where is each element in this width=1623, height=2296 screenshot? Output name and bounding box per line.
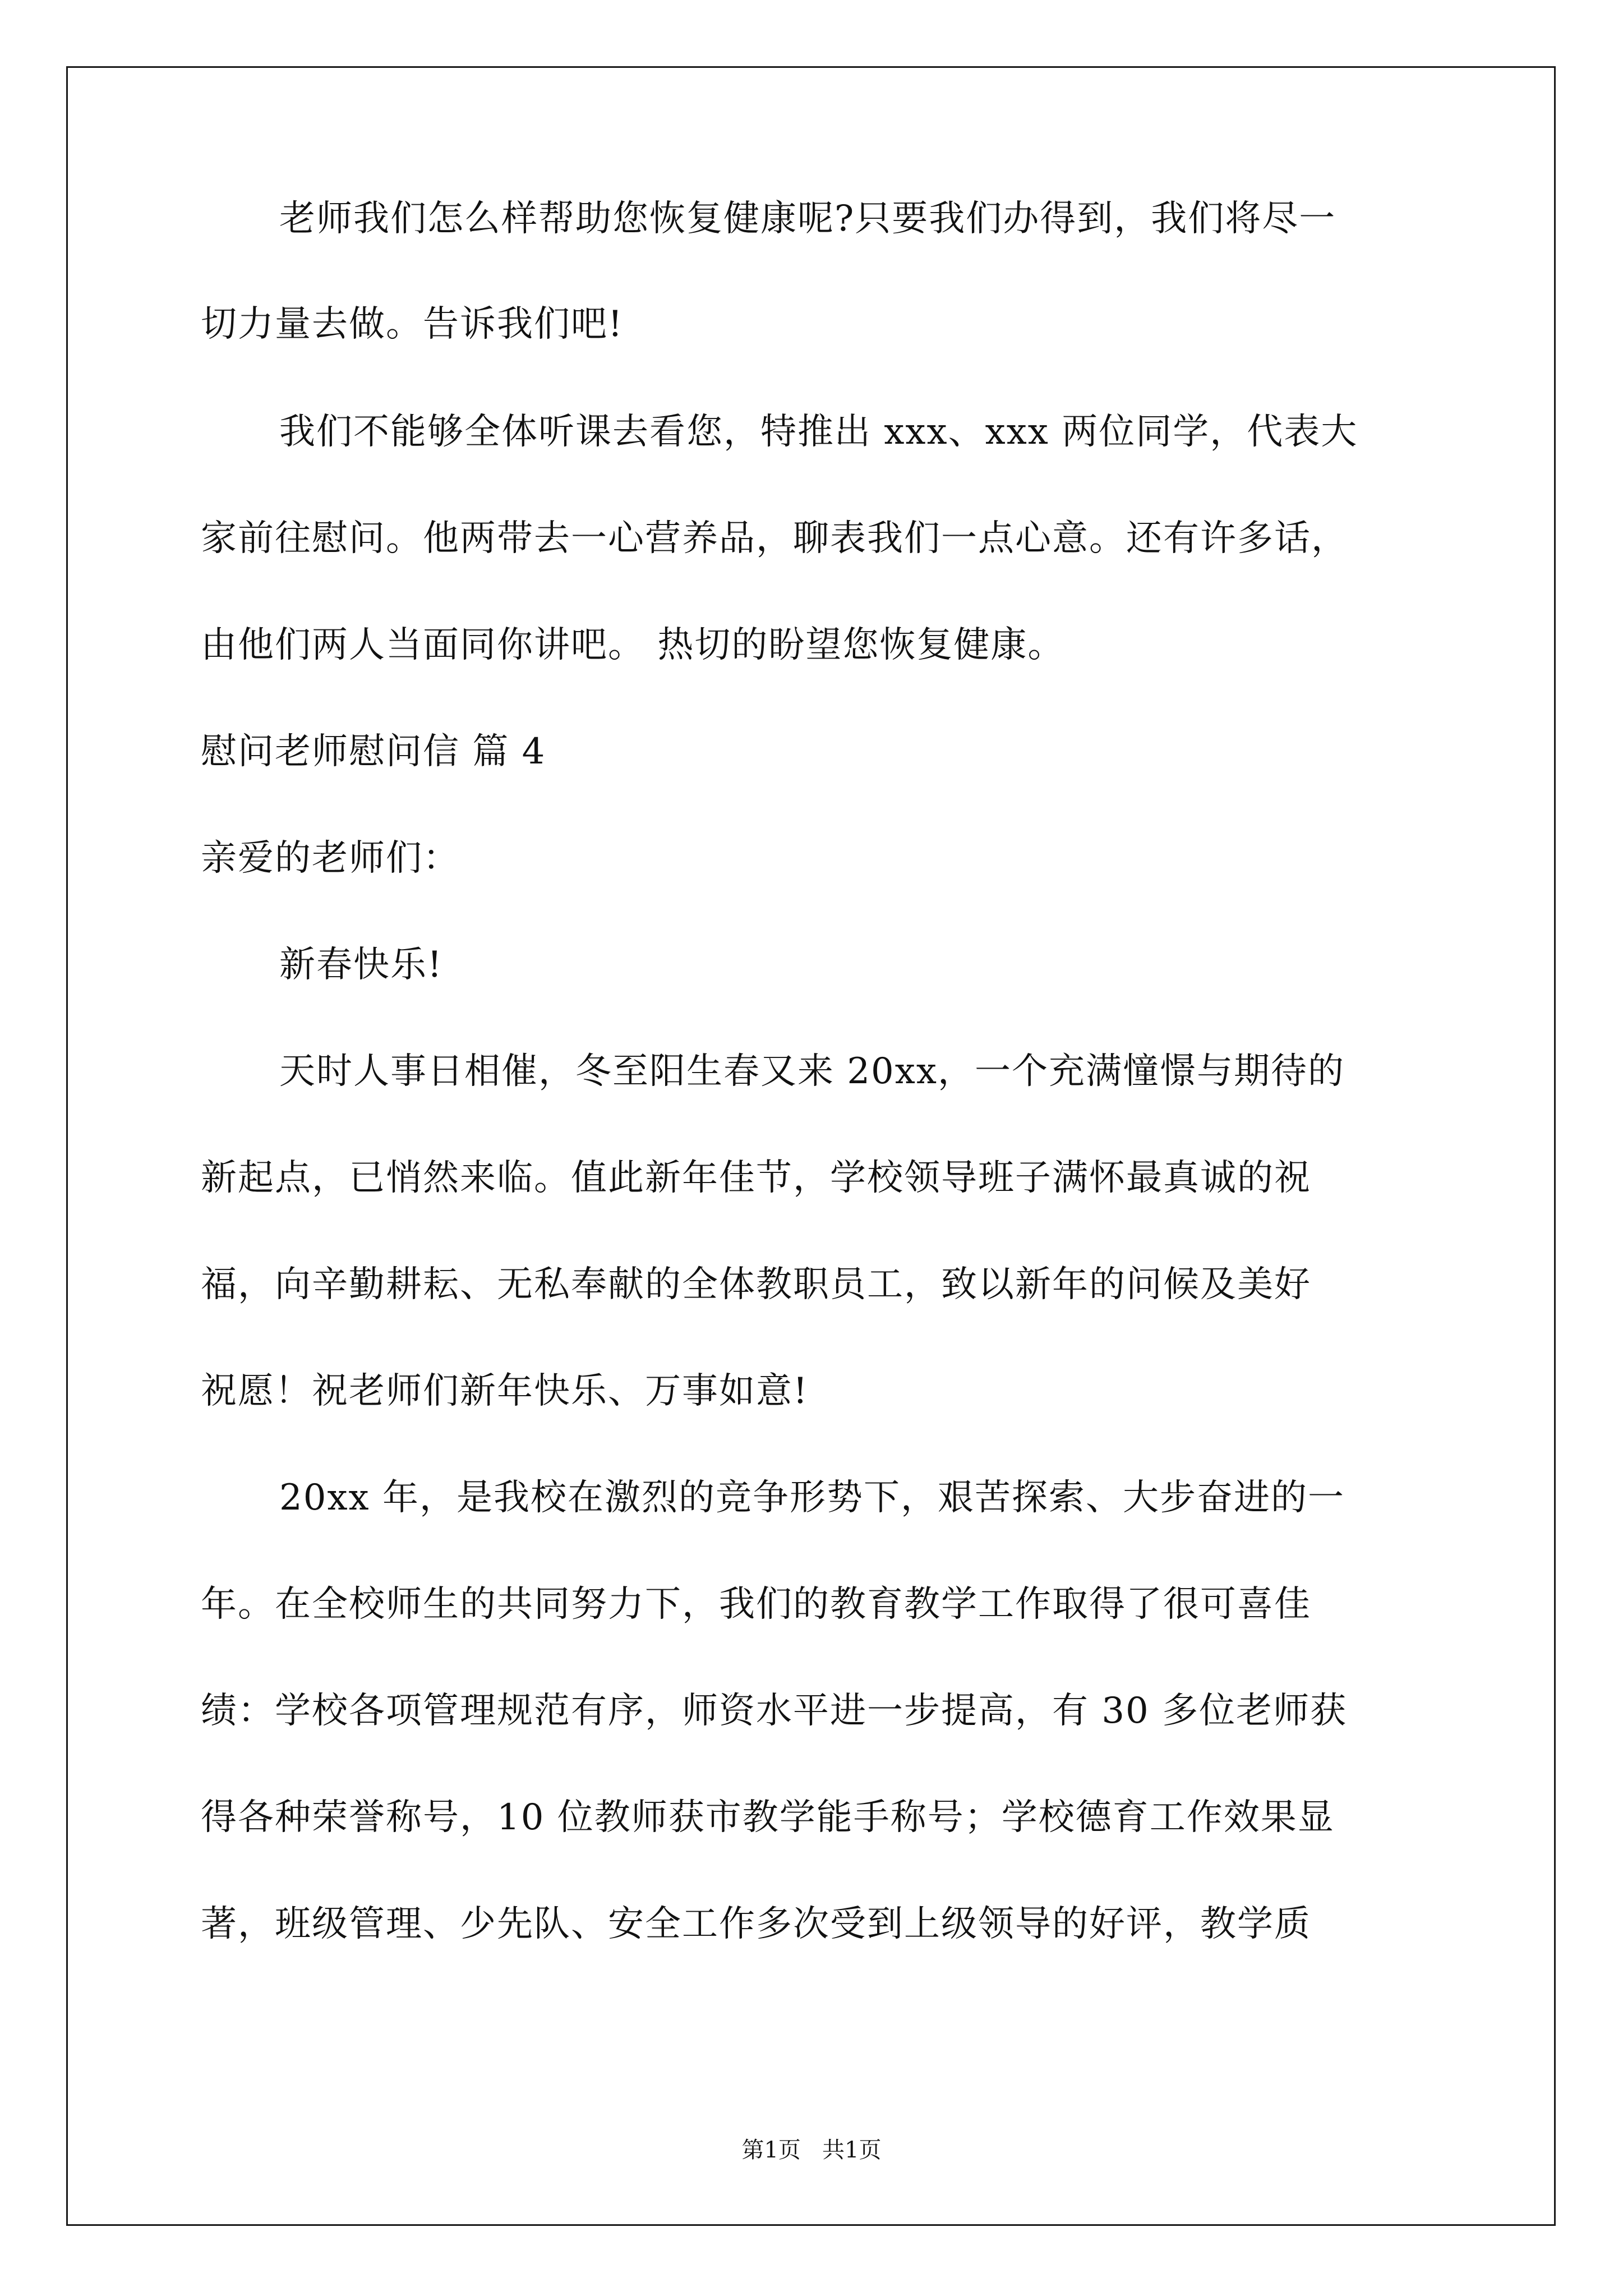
paragraph-line: 得各种荣誉称号，10 位教师获市教学能手称号；学校德育工作效果显 (201, 1797, 1335, 1838)
paragraph-line: 我们不能够全体听课去看您，特推出 xxx、xxx 两位同学，代表大 (279, 411, 1358, 453)
paragraph-line: 切力量去做。告诉我们吧! (201, 303, 624, 345)
paragraph-line: 绩：学校各项管理规范有序，师资水平进一步提高，有 30 多位老师获 (201, 1690, 1348, 1732)
paragraph-line: 家前往慰问。他两带去一心营养品，聊表我们一点心意。还有许多话， (201, 518, 1348, 559)
paragraph-line: 20xx 年，是我校在激烈的竞争形势下，艰苦探索、大步奋进的一 (279, 1477, 1345, 1519)
paragraph-line: 老师我们怎么样帮助您恢复健康呢?只要我们办得到，我们将尽一 (279, 198, 1336, 240)
paragraph-line: 祝愿！祝老师们新年快乐、万事如意! (201, 1370, 809, 1412)
paragraph-line: 福，向辛勤耕耘、无私奉献的全体教职员工，致以新年的问候及美好 (201, 1264, 1311, 1305)
salutation: 亲爱的老师们： (201, 838, 460, 879)
paragraph-line: 新起点，已悄然来临。值此新年佳节，学校领导班子满怀最真诚的祝 (201, 1157, 1311, 1199)
paragraph-line: 天时人事日相催，冬至阳生春又来 20xx，一个充满憧憬与期待的 (279, 1051, 1345, 1092)
paragraph-line: 著，班级管理、少先队、安全工作多次受到上级领导的好评，教学质 (201, 1903, 1311, 1945)
section-heading: 慰问老师慰问信 篇 4 (201, 731, 546, 772)
page-footer: 第1页 共1页 (741, 2137, 882, 2163)
greeting-line: 新春快乐! (279, 944, 443, 986)
paragraph-line: 年。在全校师生的共同努力下，我们的教育教学工作取得了很可喜佳 (201, 1584, 1311, 1625)
paragraph-line: 由他们两人当面同你讲吧。 热切的盼望您恢复健康。 (201, 624, 1065, 666)
